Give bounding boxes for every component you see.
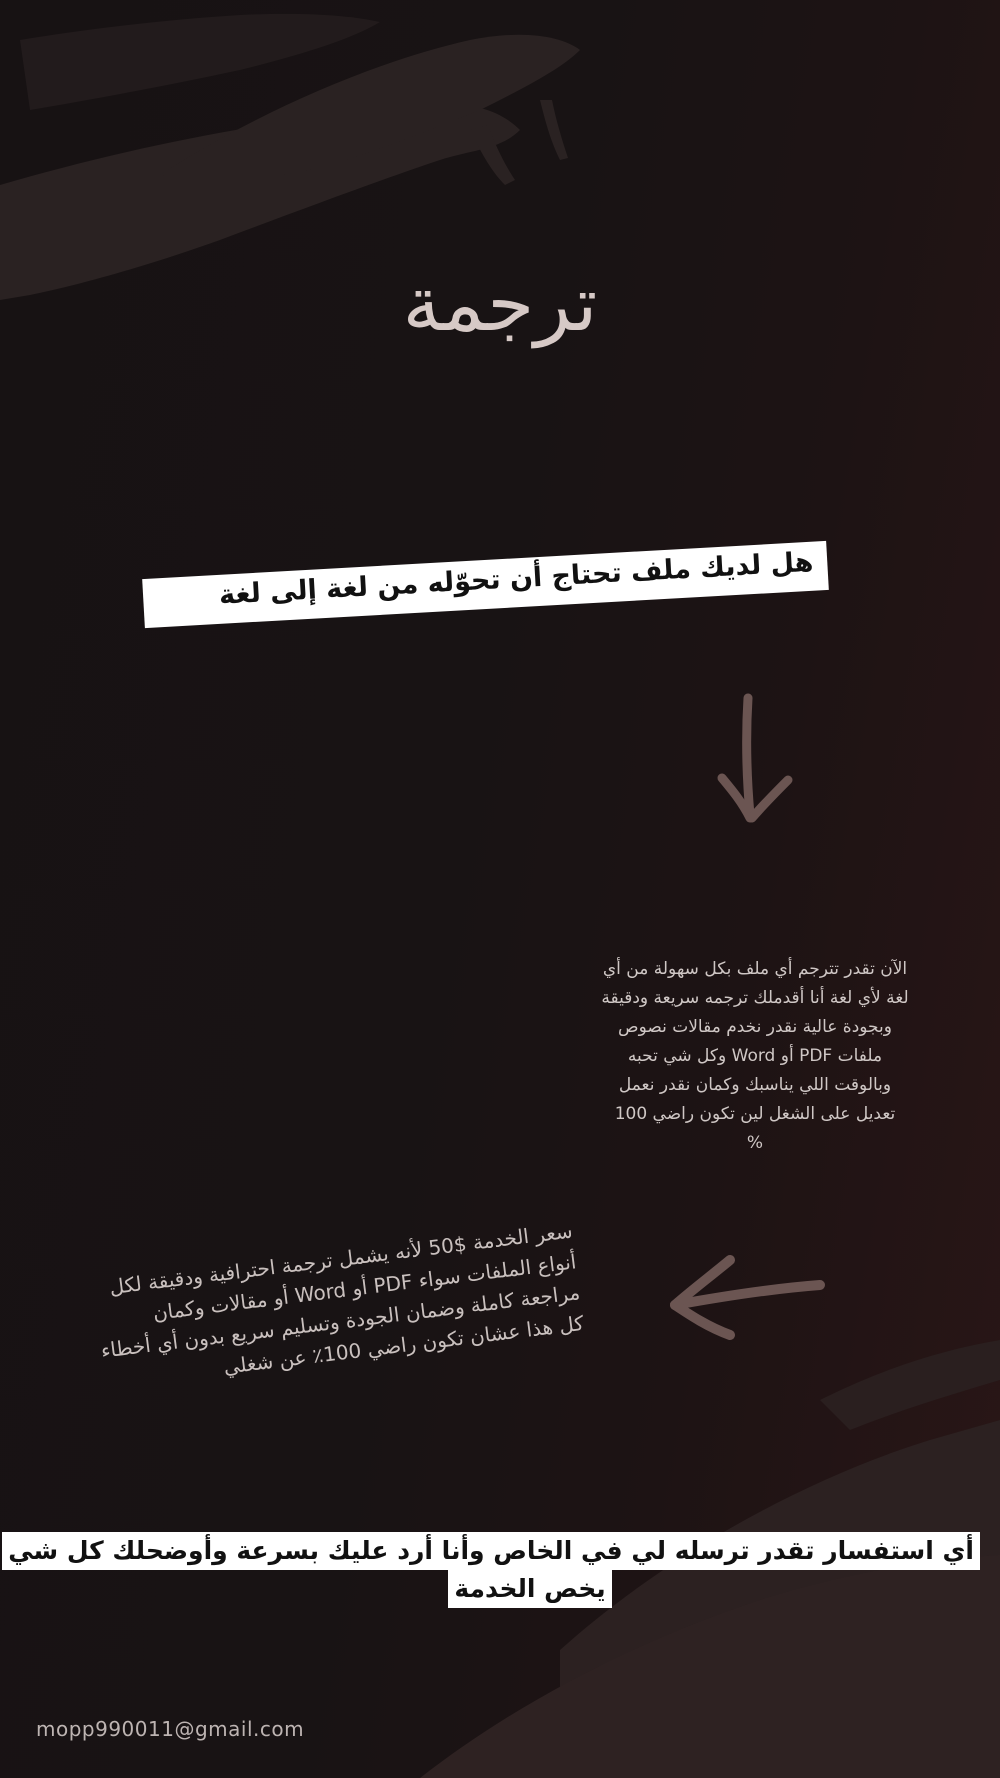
contact-line: أي استفسار تقدر ترسله لي في الخاص وأنا أرد عليك بسرعة وأوضحلك كل شي (2, 1532, 980, 1570)
question-banner: هل لديك ملف تحتاج أن تحوّله من لغة إلى لغة (142, 541, 829, 628)
email-address[interactable]: mopp990011@gmail.com (36, 1717, 305, 1741)
arrow-left-icon (660, 1240, 830, 1350)
contact-line: يخص الخدمة (448, 1570, 611, 1608)
page-title: ترجمة (402, 259, 598, 348)
price-text: سعر الخدمة $50 لأنه يشمل ترجمة احترافية ودقيقة لكل أنواع الملفات سواء PDF أو Word أو مقالات وكمان مراجعة كاملة وضمان الجودة وتسليم سريع بدون أي أخطاء كل هذا عشان تكون راضي 100٪ عن شغلي (99, 1218, 586, 1379)
service-description: الآن تقدر تترجم أي ملف بكل سهولة من أي لغة لأي لغة أنا أقدملك ترجمه سريعة ودقيقة وبجودة عالية نقدر نخدم مقالات نصوص ملفات PDF أو Word وكل شي تحبه وبالوقت اللي يناسبك وكمان نقدر نعمل تعديل على الشغل لين تكون راضي 100 % (601, 959, 909, 1153)
contact-banner (8, 1532, 980, 1608)
arrow-down-icon (700, 690, 800, 840)
